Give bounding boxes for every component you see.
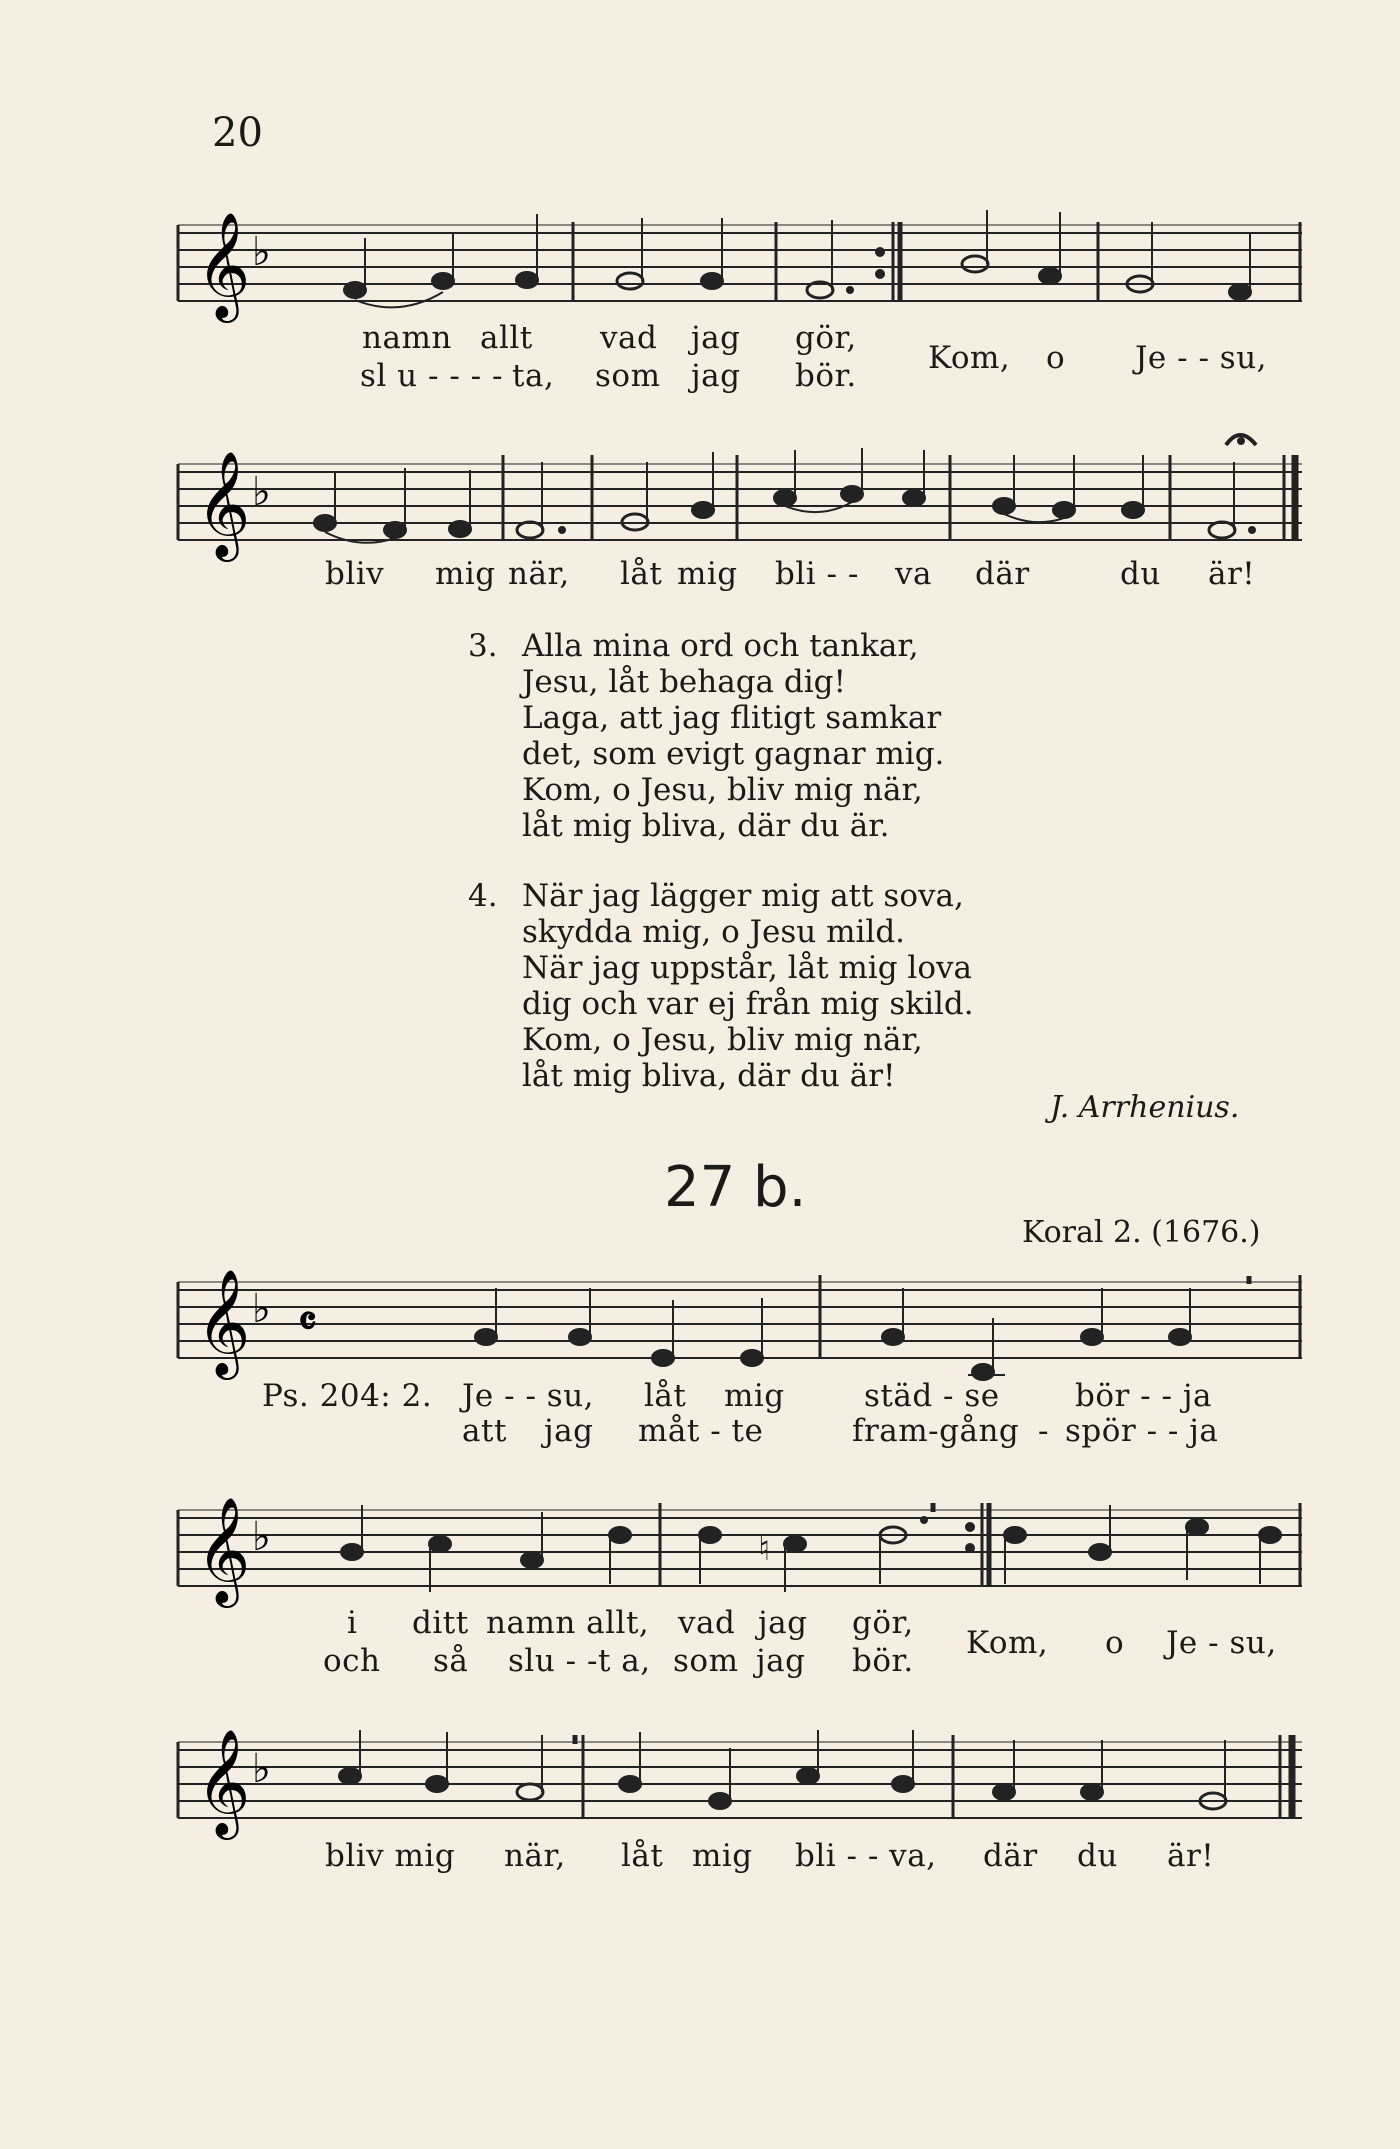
lyric: är! (1167, 1838, 1215, 1874)
lyric: o (1105, 1625, 1125, 1661)
verse-line: När jag uppstår, låt mig lova (522, 950, 972, 986)
lyric: jag (544, 1413, 594, 1449)
lyric: Je - - su, (462, 1378, 595, 1414)
svg-text:♭: ♭ (252, 1286, 271, 1332)
svg-text:♭: ♭ (252, 469, 271, 515)
lyric: och (323, 1643, 381, 1679)
lyric: Je - - su, (1135, 340, 1268, 376)
lyric: o (1046, 340, 1066, 376)
lyric: som (595, 358, 661, 394)
lyric: mig (435, 556, 496, 592)
page-number: 20 (212, 110, 263, 156)
lyric: Kom, (928, 340, 1011, 376)
lyric: fram-gång (852, 1413, 1020, 1449)
lyric: namn (362, 320, 452, 356)
svg-text:♮: ♮ (758, 1529, 771, 1569)
lyric: bli - - va, (795, 1838, 937, 1874)
lyric: gör, (852, 1605, 914, 1641)
verse-line: Kom, o Jesu, bliv mig när, (522, 772, 923, 808)
koral-reference: Koral 2. (1676.) (1022, 1215, 1261, 1250)
lyric: bör - - ja (1075, 1378, 1212, 1414)
lyric: du (1077, 1838, 1118, 1874)
lyric: vad (600, 320, 658, 356)
lyric: mig (724, 1378, 785, 1414)
verse-number: 3. (468, 628, 498, 664)
lyric: du (1120, 556, 1161, 592)
lyric: måt - te (638, 1413, 764, 1449)
lyric: va (895, 556, 932, 592)
verse-line: det, som evigt gagnar mig. (522, 736, 945, 772)
lyric: spör - - ja (1065, 1413, 1219, 1449)
lyric: där (983, 1838, 1038, 1874)
lyric: namn allt, (486, 1605, 650, 1641)
verse-line: skydda mig, o Jesu mild. (522, 914, 906, 950)
verse-line: låt mig bliva, där du är! (522, 1058, 896, 1094)
verse-number: 4. (468, 878, 498, 914)
lyric: mig (692, 1838, 753, 1874)
author: J. Arrhenius. (1050, 1090, 1240, 1125)
svg-text:♭: ♭ (252, 1514, 271, 1560)
verse-line: Alla mina ord och tankar, (522, 628, 919, 664)
lyric: när, (504, 1838, 566, 1874)
lyric: slu - -t a, (508, 1643, 651, 1679)
lyric: jag (758, 1605, 808, 1641)
lyric: Je - su, (1166, 1625, 1277, 1661)
svg-text:♭: ♭ (252, 1746, 271, 1792)
lyric: i (347, 1605, 358, 1641)
lyric: låt (620, 556, 663, 592)
lyric: gör, (795, 320, 857, 356)
lyric: - (1038, 1413, 1049, 1449)
treble-clef-icon: 𝄞 (196, 450, 251, 557)
hymn-number: 27 b. (664, 1155, 807, 1220)
lyric: bliv (325, 556, 385, 592)
lyric: jag (691, 358, 741, 394)
svg-text:♭: ♭ (252, 229, 271, 275)
lyric: sl u - - - - (360, 358, 503, 394)
lyric: bliv mig (325, 1838, 456, 1874)
lyric: allt (480, 320, 533, 356)
svg-text:𝄴: 𝄴 (298, 1297, 317, 1346)
lyric: Kom, (966, 1625, 1049, 1661)
lyric: mig (677, 556, 738, 592)
verse-line: Kom, o Jesu, bliv mig när, (522, 1022, 923, 1058)
lyric: när, (508, 556, 570, 592)
verse-line: När jag lägger mig att sova, (522, 878, 964, 914)
lyric: jag (691, 320, 741, 356)
lyric: jag (756, 1643, 806, 1679)
treble-clef-icon: 𝄞 (196, 1728, 251, 1835)
lyric: bör. (852, 1643, 914, 1679)
verse-line: låt mig bliva, där du är. (522, 808, 890, 844)
lyric: bör. (795, 358, 857, 394)
lyric: vad (678, 1605, 736, 1641)
lyric: bli - - (775, 556, 859, 592)
lyric: är! (1208, 556, 1256, 592)
lyric: att (462, 1413, 507, 1449)
verse-line: dig och var ej från mig skild. (522, 986, 974, 1022)
lyric: ta, (512, 358, 555, 394)
lyric: som (673, 1643, 739, 1679)
treble-clef-icon: 𝄞 (196, 1268, 251, 1375)
lyric: där (975, 556, 1030, 592)
lyric: städ - se (864, 1378, 1000, 1414)
lyric: ditt (412, 1605, 469, 1641)
verse-line: Laga, att jag flitigt samkar (522, 700, 942, 736)
treble-clef-icon: 𝄞 (196, 211, 251, 318)
treble-clef-icon: 𝄞 (196, 1496, 251, 1603)
lyric: låt (644, 1378, 687, 1414)
lyric: låt (621, 1838, 664, 1874)
verse-line: Jesu, låt behaga dig! (522, 664, 846, 700)
lyric: så (433, 1643, 469, 1679)
lyric-reference: Ps. 204: 2. (262, 1378, 433, 1414)
